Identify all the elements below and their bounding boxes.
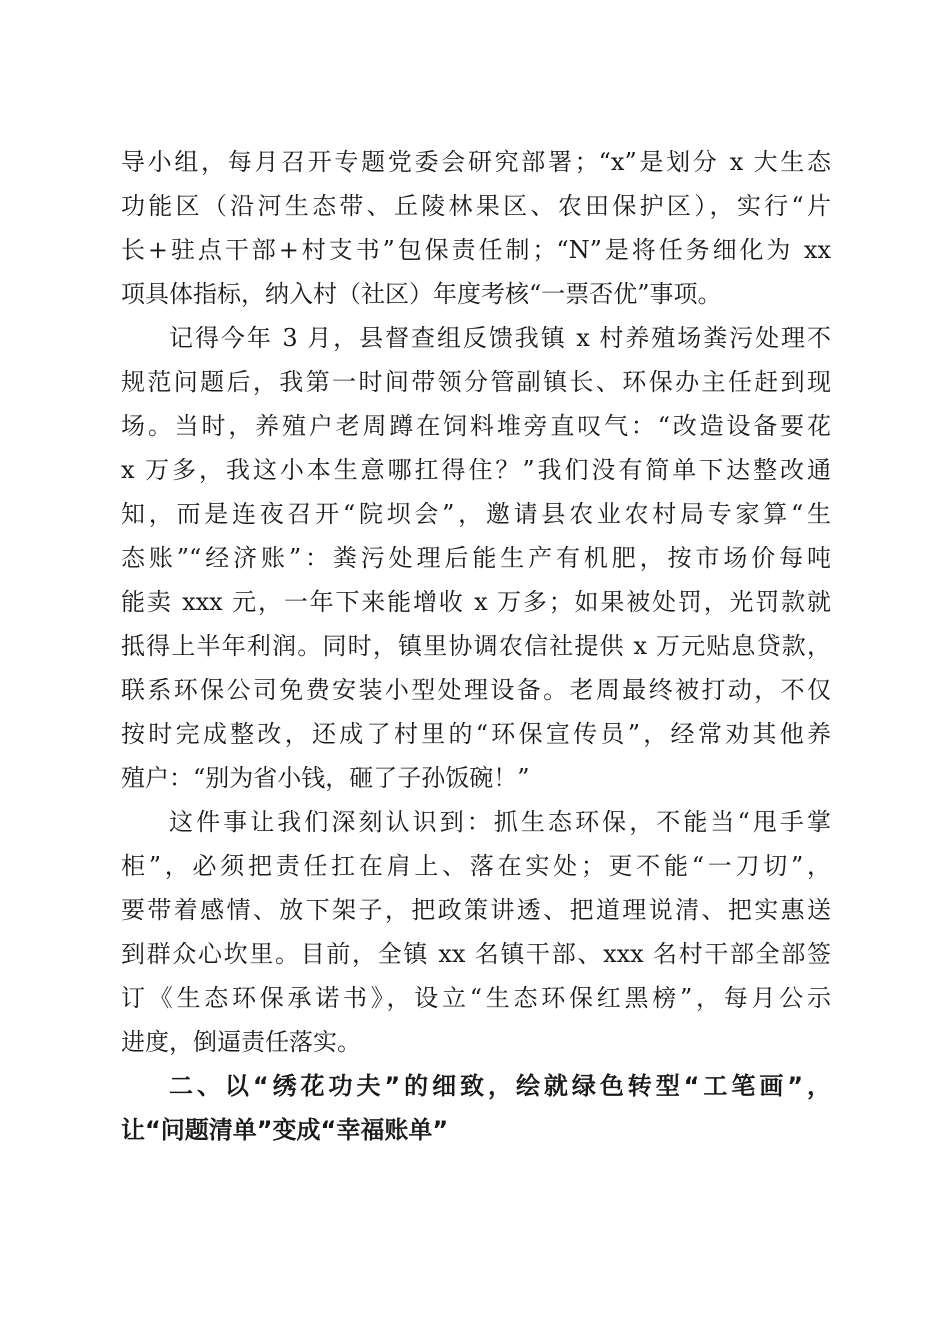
text-line: 要带着感情、放下架子，把政策讲透、把道理说清、把实惠送	[121, 896, 831, 924]
section-heading	[121, 1064, 831, 1152]
text-line: 进度，倒逼责任落实。	[121, 1028, 361, 1056]
text-line: 到群众心坎里。目前，全镇 xx 名镇干部、xxx 名村干部全部签	[121, 940, 831, 968]
text-line: 规范问题后，我第一时间带领分管副镇长、环保办主任赶到现	[121, 368, 831, 396]
text-line: x 万多，我这小本生意哪扛得住？”我们没有简单下达整改通	[121, 456, 831, 484]
heading-line: 二、以“绣花功夫”的细致，绘就绿色转型“工笔画”，	[169, 1072, 831, 1100]
paragraph-2	[121, 316, 831, 800]
document-body	[121, 140, 831, 1152]
paragraph-1	[121, 140, 831, 316]
text-line: 抵得上半年利润。同时，镇里协调农信社提供 x 万元贴息贷款，	[121, 632, 831, 660]
text-line: 联系环保公司免费安装小型处理设备。老周最终被打动，不仅	[121, 676, 831, 704]
text-line: 知，而是连夜召开“院坝会”，邀请县农业农村局专家算“生	[121, 500, 831, 528]
text-line: 态账”“经济账”：粪污处理后能生产有机肥，按市场价每吨	[121, 544, 831, 572]
text-line: 功能区（沿河生态带、丘陵林果区、农田保护区），实行“片	[121, 192, 831, 220]
text-line: 按时完成整改，还成了村里的“环保宣传员”，经常劝其他养	[121, 720, 831, 748]
text-line: 这件事让我们深刻认识到：抓生态环保，不能当“甩手掌	[169, 808, 831, 836]
heading-line: 让“问题清单”变成“幸福账单”	[121, 1116, 449, 1144]
text-line: 柜”，必须把责任扛在肩上、落在实处；更不能“一刀切”，	[121, 852, 831, 880]
text-line: 长+驻点干部+村支书”包保责任制；“N”是将任务细化为 xx	[121, 236, 831, 264]
paragraph-3	[121, 800, 831, 1064]
text-line: 殖户：“别为省小钱，砸了子孙饭碗！”	[121, 764, 530, 792]
text-line: 能卖 xxx 元，一年下来能增收 x 万多；如果被处罚，光罚款就	[121, 588, 831, 616]
text-line: 订《生态环保承诺书》，设立“生态环保红黑榜”，每月公示	[121, 984, 831, 1012]
text-line: 场。当时，养殖户老周蹲在饲料堆旁直叹气：“改造设备要花	[121, 412, 831, 440]
text-line: 导小组，每月召开专题党委会研究部署；“x”是划分 x 大生态	[121, 148, 831, 176]
text-line: 项具体指标，纳入村（社区）年度考核“一票否优”事项。	[121, 280, 722, 308]
text-line: 记得今年 3 月，县督查组反馈我镇 x 村养殖场粪污处理不	[169, 324, 831, 352]
